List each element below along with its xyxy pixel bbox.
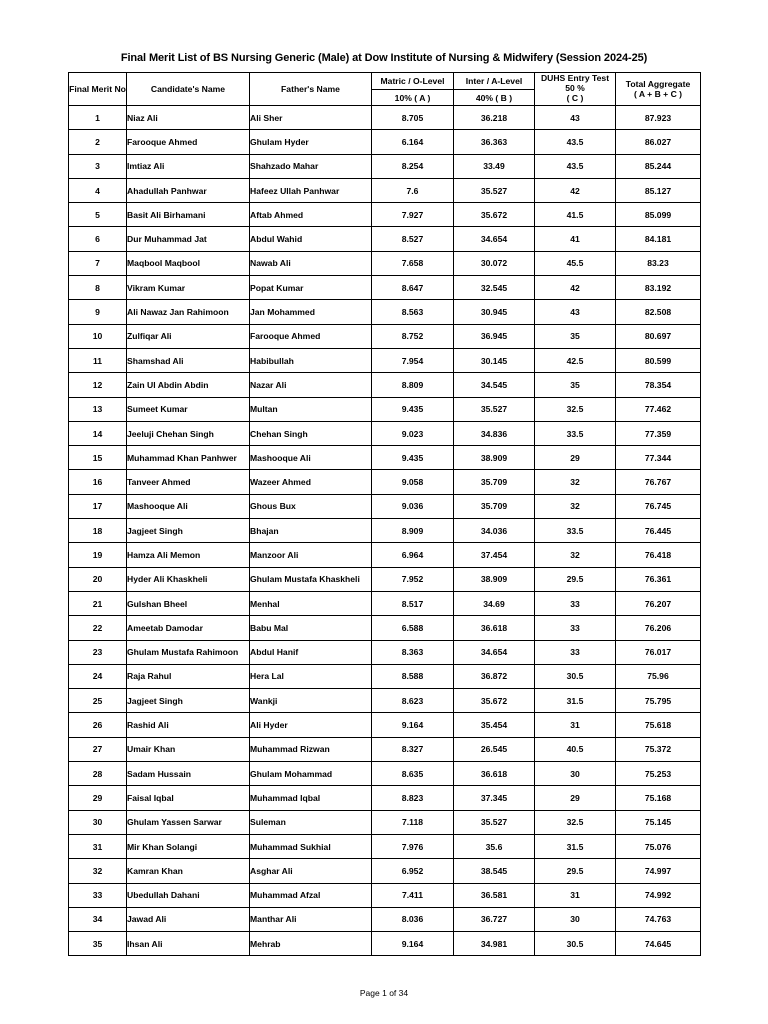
inter-score-cell: 35.527 bbox=[454, 810, 535, 834]
father-name-cell: Jan Mohammed bbox=[250, 300, 372, 324]
table-row bbox=[69, 276, 701, 300]
merit-no-cell: 26 bbox=[69, 713, 127, 737]
table-row bbox=[69, 567, 701, 591]
father-name-cell: Nawab Ali bbox=[250, 251, 372, 275]
inter-score-cell: 34.654 bbox=[454, 640, 535, 664]
inter-score-cell: 38.909 bbox=[454, 446, 535, 470]
matric-score-cell: 7.927 bbox=[372, 203, 454, 227]
entry-test-score-cell: 31.5 bbox=[535, 834, 616, 858]
merit-no-cell: 18 bbox=[69, 519, 127, 543]
inter-score-cell: 36.945 bbox=[454, 324, 535, 348]
total-aggregate-cell: 85.099 bbox=[616, 203, 701, 227]
merit-no-cell: 8 bbox=[69, 276, 127, 300]
merit-no-cell: 15 bbox=[69, 446, 127, 470]
total-aggregate-cell: 80.599 bbox=[616, 348, 701, 372]
father-name-cell: Multan bbox=[250, 397, 372, 421]
inter-score-cell: 36.618 bbox=[454, 762, 535, 786]
merit-no-cell: 25 bbox=[69, 689, 127, 713]
total-aggregate-cell: 76.418 bbox=[616, 543, 701, 567]
entry-test-score-cell: 29.5 bbox=[535, 567, 616, 591]
inter-score-cell: 36.581 bbox=[454, 883, 535, 907]
matric-score-cell: 8.623 bbox=[372, 689, 454, 713]
entry-test-score-cell: 42.5 bbox=[535, 348, 616, 372]
entry-test-score-cell: 33.5 bbox=[535, 421, 616, 445]
total-aggregate-cell: 80.697 bbox=[616, 324, 701, 348]
inter-score-cell: 36.218 bbox=[454, 106, 535, 130]
total-aggregate-cell: 75.618 bbox=[616, 713, 701, 737]
merit-no-cell: 6 bbox=[69, 227, 127, 251]
inter-score-cell: 26.545 bbox=[454, 737, 535, 761]
merit-no-cell: 19 bbox=[69, 543, 127, 567]
table-row bbox=[69, 324, 701, 348]
matric-score-cell: 7.954 bbox=[372, 348, 454, 372]
merit-no-cell: 1 bbox=[69, 106, 127, 130]
father-name-cell: Ghulam Mohammad bbox=[250, 762, 372, 786]
merit-no-cell: 16 bbox=[69, 470, 127, 494]
candidate-name-cell: Dur Muhammad Jat bbox=[127, 227, 250, 251]
father-name-cell: Bhajan bbox=[250, 519, 372, 543]
matric-score-cell: 8.517 bbox=[372, 591, 454, 615]
matric-score-cell: 9.435 bbox=[372, 397, 454, 421]
father-name-cell: Suleman bbox=[250, 810, 372, 834]
entry-test-score-cell: 30.5 bbox=[535, 664, 616, 688]
table-row bbox=[69, 154, 701, 178]
table-row bbox=[69, 470, 701, 494]
matric-score-cell: 8.254 bbox=[372, 154, 454, 178]
candidate-name-cell: Muhammad Khan Panhwer bbox=[127, 446, 250, 470]
candidate-name-cell: Niaz Ali bbox=[127, 106, 250, 130]
matric-score-cell: 8.635 bbox=[372, 762, 454, 786]
father-name-cell: Wazeer Ahmed bbox=[250, 470, 372, 494]
total-aggregate-cell: 75.795 bbox=[616, 689, 701, 713]
total-aggregate-cell: 77.344 bbox=[616, 446, 701, 470]
candidate-name-cell: Jagjeet Singh bbox=[127, 689, 250, 713]
entry-test-score-cell: 43 bbox=[535, 300, 616, 324]
merit-no-cell: 27 bbox=[69, 737, 127, 761]
merit-no-cell: 9 bbox=[69, 300, 127, 324]
table-row bbox=[69, 397, 701, 421]
candidate-name-cell: Sadam Hussain bbox=[127, 762, 250, 786]
matric-score-cell: 9.058 bbox=[372, 470, 454, 494]
father-name-cell: Ali Hyder bbox=[250, 713, 372, 737]
total-aggregate-cell: 74.763 bbox=[616, 907, 701, 931]
matric-score-cell: 6.964 bbox=[372, 543, 454, 567]
matric-score-cell: 7.952 bbox=[372, 567, 454, 591]
merit-no-cell: 23 bbox=[69, 640, 127, 664]
inter-score-cell: 34.654 bbox=[454, 227, 535, 251]
table-row bbox=[69, 130, 701, 154]
father-name-cell: Ghulam Hyder bbox=[250, 130, 372, 154]
matric-score-cell: 6.588 bbox=[372, 616, 454, 640]
page-number: Page 1 of 34 bbox=[359, 988, 409, 998]
father-name-cell: Ali Sher bbox=[250, 106, 372, 130]
candidate-name-cell: Tanveer Ahmed bbox=[127, 470, 250, 494]
entry-test-score-cell: 33.5 bbox=[535, 519, 616, 543]
total-aggregate-cell: 74.645 bbox=[616, 932, 701, 956]
header-matric: Matric / O-Level bbox=[372, 73, 454, 90]
inter-score-cell: 34.545 bbox=[454, 373, 535, 397]
table-row bbox=[69, 373, 701, 397]
father-name-cell: Mehrab bbox=[250, 932, 372, 956]
candidate-name-cell: Faisal Iqbal bbox=[127, 786, 250, 810]
inter-score-cell: 35.709 bbox=[454, 470, 535, 494]
table-row bbox=[69, 932, 701, 956]
merit-no-cell: 7 bbox=[69, 251, 127, 275]
father-name-cell: Asghar Ali bbox=[250, 859, 372, 883]
merit-no-cell: 20 bbox=[69, 567, 127, 591]
entry-test-score-cell: 42 bbox=[535, 276, 616, 300]
inter-score-cell: 36.618 bbox=[454, 616, 535, 640]
table-row bbox=[69, 519, 701, 543]
candidate-name-cell: Hyder Ali Khaskheli bbox=[127, 567, 250, 591]
merit-no-cell: 34 bbox=[69, 907, 127, 931]
merit-no-cell: 28 bbox=[69, 762, 127, 786]
merit-rows bbox=[69, 106, 701, 956]
entry-test-score-cell: 42 bbox=[535, 178, 616, 202]
father-name-cell: Abdul Hanif bbox=[250, 640, 372, 664]
total-aggregate-cell: 76.445 bbox=[616, 519, 701, 543]
merit-no-cell: 13 bbox=[69, 397, 127, 421]
matric-score-cell: 8.036 bbox=[372, 907, 454, 931]
table-row bbox=[69, 494, 701, 518]
total-aggregate-cell: 75.145 bbox=[616, 810, 701, 834]
matric-score-cell: 9.036 bbox=[372, 494, 454, 518]
header-total-line1: Total Aggregate bbox=[625, 79, 691, 89]
total-aggregate-cell: 76.206 bbox=[616, 616, 701, 640]
candidate-name-cell: Jeeluji Chehan Singh bbox=[127, 421, 250, 445]
father-name-cell: Hera Lal bbox=[250, 664, 372, 688]
inter-score-cell: 38.545 bbox=[454, 859, 535, 883]
inter-score-cell: 38.909 bbox=[454, 567, 535, 591]
entry-test-score-cell: 33 bbox=[535, 616, 616, 640]
candidate-name-cell: Mir Khan Solangi bbox=[127, 834, 250, 858]
matric-score-cell: 7.6 bbox=[372, 178, 454, 202]
father-name-cell: Menhal bbox=[250, 591, 372, 615]
father-name-cell: Shahzado Mahar bbox=[250, 154, 372, 178]
total-aggregate-cell: 84.181 bbox=[616, 227, 701, 251]
entry-test-score-cell: 31 bbox=[535, 883, 616, 907]
header-inter: Inter / A-Level bbox=[454, 73, 535, 90]
matric-score-cell: 9.164 bbox=[372, 932, 454, 956]
total-aggregate-cell: 76.017 bbox=[616, 640, 701, 664]
header-merit-no: Final Merit No bbox=[69, 73, 127, 106]
merit-no-cell: 11 bbox=[69, 348, 127, 372]
inter-score-cell: 35.672 bbox=[454, 689, 535, 713]
table-row bbox=[69, 591, 701, 615]
total-aggregate-cell: 85.127 bbox=[616, 178, 701, 202]
entry-test-score-cell: 32 bbox=[535, 470, 616, 494]
candidate-name-cell: Umair Khan bbox=[127, 737, 250, 761]
merit-no-cell: 33 bbox=[69, 883, 127, 907]
inter-score-cell: 34.981 bbox=[454, 932, 535, 956]
inter-score-cell: 30.145 bbox=[454, 348, 535, 372]
father-name-cell: Manthar Ali bbox=[250, 907, 372, 931]
father-name-cell: Muhammad Iqbal bbox=[250, 786, 372, 810]
merit-no-cell: 2 bbox=[69, 130, 127, 154]
inter-score-cell: 30.945 bbox=[454, 300, 535, 324]
merit-list-table bbox=[68, 72, 701, 956]
header-matric-weight: 10% ( A ) bbox=[372, 90, 454, 106]
table-row bbox=[69, 251, 701, 275]
header-entry-test-line2: 50 % bbox=[565, 82, 585, 93]
header-entry-test-line3: ( C ) bbox=[566, 92, 584, 103]
matric-score-cell: 6.952 bbox=[372, 859, 454, 883]
inter-score-cell: 36.363 bbox=[454, 130, 535, 154]
entry-test-score-cell: 29 bbox=[535, 446, 616, 470]
total-aggregate-cell: 77.462 bbox=[616, 397, 701, 421]
inter-score-cell: 35.527 bbox=[454, 178, 535, 202]
matric-score-cell: 8.363 bbox=[372, 640, 454, 664]
total-aggregate-cell: 74.997 bbox=[616, 859, 701, 883]
table-row bbox=[69, 616, 701, 640]
total-aggregate-cell: 83.192 bbox=[616, 276, 701, 300]
father-name-cell: Manzoor Ali bbox=[250, 543, 372, 567]
father-name-cell: Farooque Ahmed bbox=[250, 324, 372, 348]
candidate-name-cell: Rashid Ali bbox=[127, 713, 250, 737]
inter-score-cell: 36.727 bbox=[454, 907, 535, 931]
father-name-cell: Habibullah bbox=[250, 348, 372, 372]
inter-score-cell: 35.454 bbox=[454, 713, 535, 737]
matric-score-cell: 6.164 bbox=[372, 130, 454, 154]
matric-score-cell: 7.976 bbox=[372, 834, 454, 858]
total-aggregate-cell: 76.745 bbox=[616, 494, 701, 518]
candidate-name-cell: Ghulam Yassen Sarwar bbox=[127, 810, 250, 834]
merit-no-cell: 30 bbox=[69, 810, 127, 834]
entry-test-score-cell: 30.5 bbox=[535, 932, 616, 956]
father-name-cell: Mashooque Ali bbox=[250, 446, 372, 470]
inter-score-cell: 35.709 bbox=[454, 494, 535, 518]
candidate-name-cell: Shamshad Ali bbox=[127, 348, 250, 372]
total-aggregate-cell: 86.027 bbox=[616, 130, 701, 154]
candidate-name-cell: Basit Ali Birhamani bbox=[127, 203, 250, 227]
entry-test-score-cell: 43.5 bbox=[535, 154, 616, 178]
entry-test-score-cell: 31 bbox=[535, 713, 616, 737]
father-name-cell: Aftab Ahmed bbox=[250, 203, 372, 227]
inter-score-cell: 34.836 bbox=[454, 421, 535, 445]
table-row bbox=[69, 227, 701, 251]
header-entry-test-line1: DUHS Entry Test bbox=[540, 72, 610, 83]
candidate-name-cell: Jagjeet Singh bbox=[127, 519, 250, 543]
table-row bbox=[69, 883, 701, 907]
matric-score-cell: 8.647 bbox=[372, 276, 454, 300]
candidate-name-cell: Ameetab Damodar bbox=[127, 616, 250, 640]
father-name-cell: Ghulam Mustafa Khaskheli bbox=[250, 567, 372, 591]
entry-test-score-cell: 29 bbox=[535, 786, 616, 810]
merit-no-cell: 29 bbox=[69, 786, 127, 810]
entry-test-score-cell: 35 bbox=[535, 324, 616, 348]
merit-no-cell: 31 bbox=[69, 834, 127, 858]
matric-score-cell: 8.909 bbox=[372, 519, 454, 543]
table-row bbox=[69, 713, 701, 737]
candidate-name-cell: Ghulam Mustafa Rahimoon bbox=[127, 640, 250, 664]
entry-test-score-cell: 30 bbox=[535, 907, 616, 931]
table-row bbox=[69, 762, 701, 786]
header-father-name: Father's Name bbox=[250, 73, 372, 106]
total-aggregate-cell: 77.359 bbox=[616, 421, 701, 445]
inter-score-cell: 36.872 bbox=[454, 664, 535, 688]
inter-score-cell: 35.527 bbox=[454, 397, 535, 421]
candidate-name-cell: Zain Ul Abdin Abdin bbox=[127, 373, 250, 397]
total-aggregate-cell: 78.354 bbox=[616, 373, 701, 397]
header-total-aggregate bbox=[616, 73, 701, 106]
matric-score-cell: 8.809 bbox=[372, 373, 454, 397]
total-aggregate-cell: 75.076 bbox=[616, 834, 701, 858]
matric-score-cell: 7.658 bbox=[372, 251, 454, 275]
candidate-name-cell: Jawad Ali bbox=[127, 907, 250, 931]
matric-score-cell: 8.752 bbox=[372, 324, 454, 348]
entry-test-score-cell: 29.5 bbox=[535, 859, 616, 883]
father-name-cell: Ghous Bux bbox=[250, 494, 372, 518]
entry-test-score-cell: 33 bbox=[535, 640, 616, 664]
candidate-name-cell: Ali Nawaz Jan Rahimoon bbox=[127, 300, 250, 324]
total-aggregate-cell: 75.168 bbox=[616, 786, 701, 810]
table-row bbox=[69, 907, 701, 931]
inter-score-cell: 30.072 bbox=[454, 251, 535, 275]
entry-test-score-cell: 32 bbox=[535, 494, 616, 518]
table-row bbox=[69, 421, 701, 445]
total-aggregate-cell: 85.244 bbox=[616, 154, 701, 178]
candidate-name-cell: Zulfiqar Ali bbox=[127, 324, 250, 348]
inter-score-cell: 33.49 bbox=[454, 154, 535, 178]
entry-test-score-cell: 43 bbox=[535, 106, 616, 130]
matric-score-cell: 8.327 bbox=[372, 737, 454, 761]
entry-test-score-cell: 41.5 bbox=[535, 203, 616, 227]
merit-no-cell: 12 bbox=[69, 373, 127, 397]
inter-score-cell: 34.69 bbox=[454, 591, 535, 615]
father-name-cell: Muhammad Afzal bbox=[250, 883, 372, 907]
matric-score-cell: 7.118 bbox=[372, 810, 454, 834]
candidate-name-cell: Gulshan Bheel bbox=[127, 591, 250, 615]
candidate-name-cell: Mashooque Ali bbox=[127, 494, 250, 518]
father-name-cell: Hafeez Ullah Panhwar bbox=[250, 178, 372, 202]
candidate-name-cell: Imtiaz Ali bbox=[127, 154, 250, 178]
total-aggregate-cell: 76.361 bbox=[616, 567, 701, 591]
candidate-name-cell: Ubedullah Dahani bbox=[127, 883, 250, 907]
matric-score-cell: 9.023 bbox=[372, 421, 454, 445]
entry-test-score-cell: 32.5 bbox=[535, 397, 616, 421]
father-name-cell: Babu Mal bbox=[250, 616, 372, 640]
table-row bbox=[69, 834, 701, 858]
candidate-name-cell: Sumeet Kumar bbox=[127, 397, 250, 421]
father-name-cell: Muhammad Sukhial bbox=[250, 834, 372, 858]
matric-score-cell: 8.588 bbox=[372, 664, 454, 688]
header-candidate-name: Candidate's Name bbox=[127, 73, 250, 106]
father-name-cell: Abdul Wahid bbox=[250, 227, 372, 251]
inter-score-cell: 32.545 bbox=[454, 276, 535, 300]
total-aggregate-cell: 75.96 bbox=[616, 664, 701, 688]
total-aggregate-cell: 83.23 bbox=[616, 251, 701, 275]
merit-no-cell: 3 bbox=[69, 154, 127, 178]
table-row bbox=[69, 203, 701, 227]
total-aggregate-cell: 76.767 bbox=[616, 470, 701, 494]
inter-score-cell: 37.345 bbox=[454, 786, 535, 810]
candidate-name-cell: Raja Rahul bbox=[127, 664, 250, 688]
matric-score-cell: 8.705 bbox=[372, 106, 454, 130]
entry-test-score-cell: 43.5 bbox=[535, 130, 616, 154]
header-entry-test bbox=[535, 73, 616, 106]
table-row bbox=[69, 543, 701, 567]
entry-test-score-cell: 35 bbox=[535, 373, 616, 397]
table-row bbox=[69, 737, 701, 761]
father-name-cell: Muhammad Rizwan bbox=[250, 737, 372, 761]
table-row bbox=[69, 348, 701, 372]
entry-test-score-cell: 32.5 bbox=[535, 810, 616, 834]
father-name-cell: Wankji bbox=[250, 689, 372, 713]
candidate-name-cell: Kamran Khan bbox=[127, 859, 250, 883]
candidate-name-cell: Maqbool Maqbool bbox=[127, 251, 250, 275]
entry-test-score-cell: 40.5 bbox=[535, 737, 616, 761]
table-row bbox=[69, 106, 701, 130]
inter-score-cell: 34.036 bbox=[454, 519, 535, 543]
merit-no-cell: 22 bbox=[69, 616, 127, 640]
table-row bbox=[69, 664, 701, 688]
inter-score-cell: 35.672 bbox=[454, 203, 535, 227]
entry-test-score-cell: 41 bbox=[535, 227, 616, 251]
header-total-line2: ( A + B + C ) bbox=[633, 89, 683, 99]
entry-test-score-cell: 31.5 bbox=[535, 689, 616, 713]
table-row bbox=[69, 786, 701, 810]
merit-no-cell: 21 bbox=[69, 591, 127, 615]
candidate-name-cell: Ihsan Ali bbox=[127, 932, 250, 956]
merit-no-cell: 10 bbox=[69, 324, 127, 348]
entry-test-score-cell: 33 bbox=[535, 591, 616, 615]
table-row bbox=[69, 689, 701, 713]
father-name-cell: Nazar Ali bbox=[250, 373, 372, 397]
total-aggregate-cell: 82.508 bbox=[616, 300, 701, 324]
matric-score-cell: 8.563 bbox=[372, 300, 454, 324]
table-row bbox=[69, 640, 701, 664]
merit-no-cell: 14 bbox=[69, 421, 127, 445]
merit-no-cell: 24 bbox=[69, 664, 127, 688]
table-row bbox=[69, 300, 701, 324]
total-aggregate-cell: 76.207 bbox=[616, 591, 701, 615]
table-row bbox=[69, 178, 701, 202]
table-row bbox=[69, 446, 701, 470]
father-name-cell: Popat Kumar bbox=[250, 276, 372, 300]
header-inter-weight: 40% ( B ) bbox=[454, 90, 535, 106]
total-aggregate-cell: 75.372 bbox=[616, 737, 701, 761]
table-row bbox=[69, 859, 701, 883]
entry-test-score-cell: 30 bbox=[535, 762, 616, 786]
inter-score-cell: 37.454 bbox=[454, 543, 535, 567]
entry-test-score-cell: 32 bbox=[535, 543, 616, 567]
father-name-cell: Chehan Singh bbox=[250, 421, 372, 445]
entry-test-score-cell: 45.5 bbox=[535, 251, 616, 275]
candidate-name-cell: Hamza Ali Memon bbox=[127, 543, 250, 567]
matric-score-cell: 9.435 bbox=[372, 446, 454, 470]
merit-no-cell: 35 bbox=[69, 932, 127, 956]
merit-no-cell: 4 bbox=[69, 178, 127, 202]
merit-no-cell: 5 bbox=[69, 203, 127, 227]
candidate-name-cell: Vikram Kumar bbox=[127, 276, 250, 300]
document-title: Final Merit List of BS Nursing Generic (Male) at Dow Institute of Nursing & Midwifery (Session 2024-25) bbox=[120, 52, 648, 64]
merit-no-cell: 32 bbox=[69, 859, 127, 883]
matric-score-cell: 7.411 bbox=[372, 883, 454, 907]
matric-score-cell: 8.823 bbox=[372, 786, 454, 810]
merit-no-cell: 17 bbox=[69, 494, 127, 518]
matric-score-cell: 9.164 bbox=[372, 713, 454, 737]
candidate-name-cell: Farooque Ahmed bbox=[127, 130, 250, 154]
inter-score-cell: 35.6 bbox=[454, 834, 535, 858]
table-row bbox=[69, 810, 701, 834]
total-aggregate-cell: 87.923 bbox=[616, 106, 701, 130]
total-aggregate-cell: 75.253 bbox=[616, 762, 701, 786]
candidate-name-cell: Ahadullah Panhwar bbox=[127, 178, 250, 202]
matric-score-cell: 8.527 bbox=[372, 227, 454, 251]
total-aggregate-cell: 74.992 bbox=[616, 883, 701, 907]
